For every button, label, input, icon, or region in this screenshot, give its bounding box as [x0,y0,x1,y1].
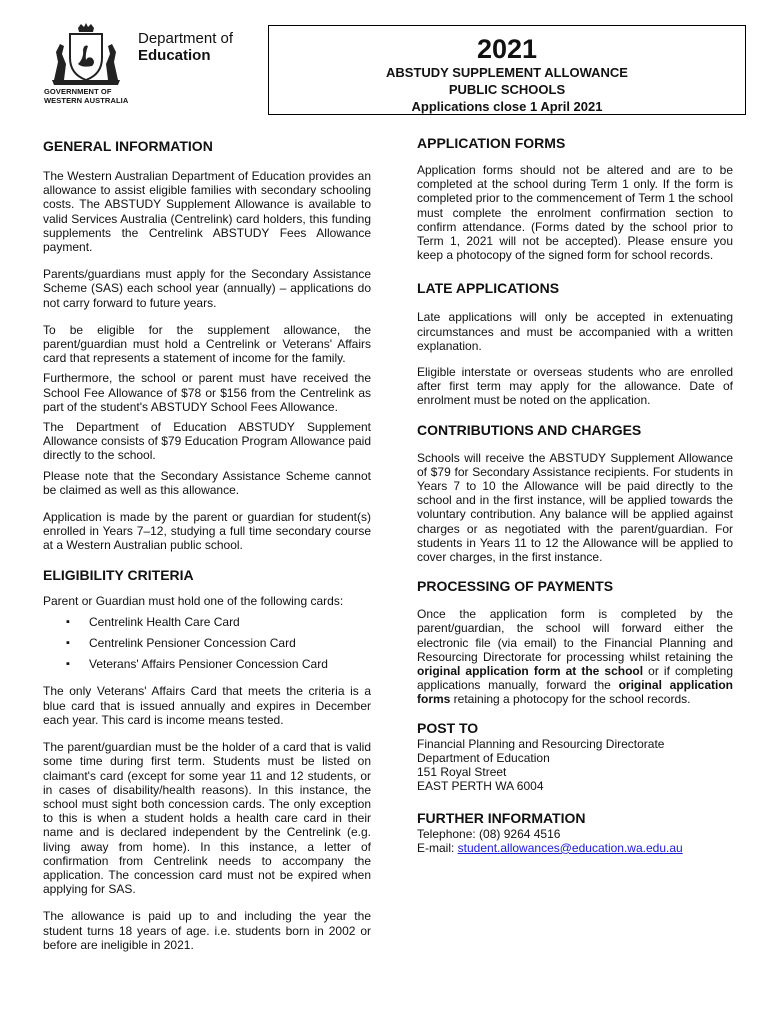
processing-bold-2: original application forms [417,678,733,707]
right-column [417,130,733,855]
eligibility-paragraph-1: The only Veterans' Affairs Card that meets the criteria is a blue card that is issued annually and expires in December each year. This card is income means tested. [43,684,371,727]
general-paragraph-4: Furthermore, the school or parent must have received the School Fee Allowance of $78 or $156 from the Centrelink as part of the student's ABSTUDY School Fees Allowance. [43,371,371,414]
processing-text-e: retaining a photocopy for the school records. [450,692,691,707]
late-paragraph-1: Late applications will only be accepted in extenuating circumstances and must be accompanied with a written explanation. [417,310,733,353]
contributions-heading: CONTRIBUTIONS AND CHARGES [417,421,642,438]
processing-text-a: Once the application form is completed by the parent/guardian, the school will forward either the electronic file (via email) to the Financial Planning and Resourcing Directorate for processing whilst retaining the [417,607,733,664]
general-information-heading: GENERAL INFORMATION [43,138,213,154]
eligibility-criteria-heading: ELIGIBILITY CRITERIA [43,566,194,583]
postal-address [417,737,733,794]
general-paragraph-2: Parents/guardians must apply for the Secondary Assistance Scheme (SAS) each school year (annually) – applications do not carry forward to future years. [43,267,371,310]
department-name [138,30,233,64]
list-item: ▪ Veterans' Affairs Pensioner Concession Card [43,657,371,671]
processing-bold-1: original application form at the school [417,664,644,679]
form-title: ABSTUDY SUPPLEMENT ALLOWANCE [386,65,628,80]
contributions-paragraph: Schools will receive the ABSTUDY Supplement Allowance of $79 for Secondary Assistance recipients. For students in Years 7 to 10 the Allowance will be paid directly to the school and in the first instance, will be applied towards the voluntary contribution. Any balance will be applied against charges or as negotiated with the parent/guardian. For students in Years 11 to 12 the Allowance will be applied to cover charges, in the first instance. [417,450,733,565]
general-paragraph-3: To be eligible for the supplement allowance, the parent/guardian must hold a Centrelink or Veterans' Affairs card that represents a statement of income for the family. [43,322,371,366]
eligibility-intro: Parent or Guardian must hold one of the following cards: [43,593,344,608]
eligibility-paragraph-3: The allowance is paid up to and including the year the student turns 18 years of age. i.e. students born in 2002 or before are ineligible in 2021. [43,909,371,952]
application-forms-paragraph: Application forms should not be altered and are to be completed at the school during Term 1 only. If the form is completed prior to the commencement of Term 1 the school must complete the enrolment confirmation section to confirm attendance. (Forms dated by the school prior to Term 1, 2021 will not be accepted). Please ensure you keep a photocopy of the signed form for school records. [417,163,733,263]
dept-line-2: Education [138,47,211,64]
application-forms-heading: APPLICATION FORMS [417,135,566,151]
application-deadline: Applications close 1 April 2021 [411,99,603,114]
eligible-cards-list [43,615,371,672]
processing-payments-heading: PROCESSING OF PAYMENTS [417,578,614,595]
processing-paragraph [417,607,733,706]
eligibility-paragraph-2: The parent/guardian must be the holder of a card that is valid some time during first term. Students must be listed on claimant's card (except for some year 11 and 12 students, or in cases of disability/health reasons). In this instance, the school must sight both concession cards. The only exception to this is when a student holds a health care card in their name and is declared independent by the Centrelink (e.g. living away from home). In this instance, a letter of confirmation from Centrelink needs to accompany the application. The concession card must not be expired when applying for SAS. [43,740,371,897]
form-subtitle: PUBLIC SCHOOLS [448,82,566,97]
late-applications-heading: LATE APPLICATIONS [417,280,560,297]
general-paragraph-5: The Department of Education ABSTUDY Supplement Allowance consists of $79 Education Program Allowance paid directly to the school. [43,420,371,463]
post-to-heading: POST TO [417,719,479,736]
email-link[interactable]: student.allowances@education.wa.edu.au [457,840,683,855]
further-information-heading: FURTHER INFORMATION [417,809,586,826]
address-line: Department of Education [417,750,550,765]
form-year: 2021 [476,34,538,64]
address-line: EAST PERTH WA 6004 [417,779,544,794]
government-label [44,88,128,105]
address-line: 151 Royal Street [417,765,507,780]
late-paragraph-2: Eligible interstate or overseas students who are enrolled after first term may apply for the allowance. Date of enrolment must be noted on the application. [417,365,733,408]
address-line: Financial Planning and Resourcing Directorate [417,736,665,751]
left-column [43,130,371,952]
general-paragraph-6: Please note that the Secondary Assistance Scheme cannot be claimed as well as this allowance. [43,468,371,497]
wa-coat-of-arms-icon [48,22,124,86]
general-paragraph-7: Application is made by the parent or guardian for student(s) enrolled in Years 7–12, studying a full time secondary course at a Western Australian public school. [43,510,371,553]
dept-line-1: Department of [138,30,234,47]
department-logo [40,22,255,106]
gov-line-2: WESTERN AUSTRALIA [44,95,129,105]
list-item: ▪ Centrelink Health Care Card [43,615,371,629]
gov-line-1: GOVERNMENT OF [44,87,112,96]
general-paragraph-1: The Western Australian Department of Education provides an allowance to assist eligible families with secondary schooling costs. The ABSTUDY Supplement Allowance is available to valid Services Australia (Centrelink) card holders, this funding supplements the Centrelink ABSTUDY Fees Allowance payment. [43,169,371,255]
list-item: ▪ Centrelink Pensioner Concession Card [43,636,371,650]
title-box [268,25,746,115]
processing-text-c: or if completing applications manually, forward the [417,664,734,693]
email-label: E-mail: [417,840,458,855]
email-line [417,841,733,855]
telephone: Telephone: (08) 9264 4516 [417,826,561,841]
